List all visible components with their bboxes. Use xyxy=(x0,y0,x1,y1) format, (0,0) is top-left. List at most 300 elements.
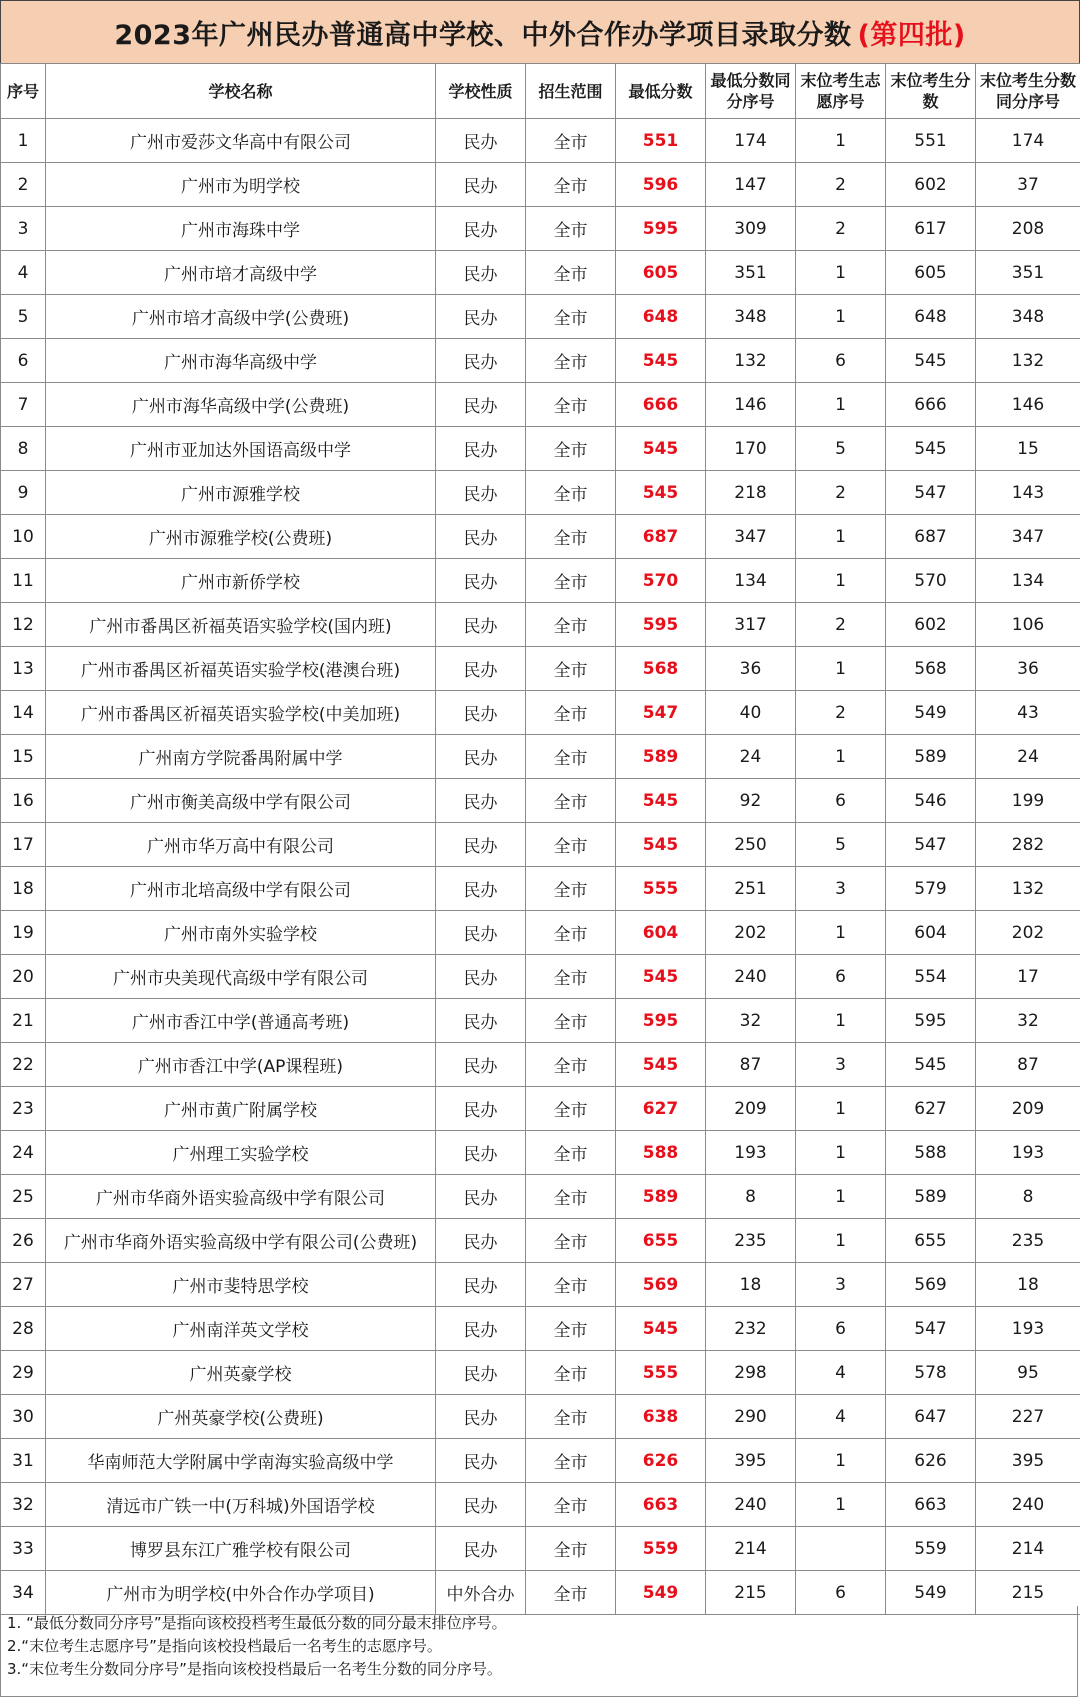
cell-min-rank: 317 xyxy=(706,603,796,647)
cell-school-name: 广州英豪学校 xyxy=(46,1351,436,1395)
cell-scope: 全市 xyxy=(526,559,616,603)
cell-last-score: 547 xyxy=(886,471,976,515)
cell-last-rank: 235 xyxy=(976,1219,1080,1263)
cell-scope: 全市 xyxy=(526,735,616,779)
cell-school-name: 广州市北培高级中学有限公司 xyxy=(46,867,436,911)
cell-last-rank: 348 xyxy=(976,295,1080,339)
cell-min-score: 627 xyxy=(616,1087,706,1131)
cell-last-score: 547 xyxy=(886,1307,976,1351)
cell-min-rank: 235 xyxy=(706,1219,796,1263)
table-row xyxy=(1,1395,1080,1439)
cell-school-name: 广州市爱莎文华高中有限公司 xyxy=(46,119,436,163)
cell-min-rank: 395 xyxy=(706,1439,796,1483)
cell-scope: 全市 xyxy=(526,1483,616,1527)
cell-scope: 全市 xyxy=(526,1351,616,1395)
cell-index: 31 xyxy=(1,1439,46,1483)
cell-last-score: 648 xyxy=(886,295,976,339)
cell-last-score: 559 xyxy=(886,1527,976,1571)
cell-last-rank: 32 xyxy=(976,999,1080,1043)
cell-min-rank: 92 xyxy=(706,779,796,823)
cell-min-rank: 87 xyxy=(706,1043,796,1087)
table-row xyxy=(1,119,1080,163)
cell-min-score: 595 xyxy=(616,603,706,647)
cell-school-name: 广州市番禺区祈福英语实验学校(国内班) xyxy=(46,603,436,647)
cell-index: 33 xyxy=(1,1527,46,1571)
table-row xyxy=(1,1307,1080,1351)
cell-min-score: 545 xyxy=(616,955,706,999)
cell-school-name: 广州市培才高级中学(公费班) xyxy=(46,295,436,339)
col-header-school: 学校名称 xyxy=(46,64,436,119)
cell-school-name: 广州市华商外语实验高级中学有限公司(公费班) xyxy=(46,1219,436,1263)
cell-min-rank: 40 xyxy=(706,691,796,735)
cell-scope: 全市 xyxy=(526,1527,616,1571)
cell-last-rank: 282 xyxy=(976,823,1080,867)
cell-index: 26 xyxy=(1,1219,46,1263)
cell-school-type: 民办 xyxy=(436,295,526,339)
title-batch: (第四批) xyxy=(857,19,966,51)
cell-school-name: 博罗县东江广雅学校有限公司 xyxy=(46,1527,436,1571)
cell-school-name: 广州市亚加达外国语高级中学 xyxy=(46,427,436,471)
cell-last-score: 627 xyxy=(886,1087,976,1131)
table-row xyxy=(1,295,1080,339)
cell-last-rank: 24 xyxy=(976,735,1080,779)
cell-index: 29 xyxy=(1,1351,46,1395)
cell-index: 18 xyxy=(1,867,46,911)
table-row xyxy=(1,163,1080,207)
cell-last-choice: 3 xyxy=(796,1263,886,1307)
cell-last-rank: 87 xyxy=(976,1043,1080,1087)
cell-last-choice: 6 xyxy=(796,1307,886,1351)
cell-min-rank: 215 xyxy=(706,1571,796,1615)
cell-min-score: 595 xyxy=(616,207,706,251)
cell-min-rank: 193 xyxy=(706,1131,796,1175)
cell-scope: 全市 xyxy=(526,1131,616,1175)
cell-index: 9 xyxy=(1,471,46,515)
cell-index: 27 xyxy=(1,1263,46,1307)
cell-last-score: 626 xyxy=(886,1439,976,1483)
cell-school-name: 广州市培才高级中学 xyxy=(46,251,436,295)
table-row xyxy=(1,1087,1080,1131)
cell-min-score: 638 xyxy=(616,1395,706,1439)
cell-last-score: 579 xyxy=(886,867,976,911)
cell-school-name: 广州市香江中学(AP课程班) xyxy=(46,1043,436,1087)
cell-school-name: 广州市源雅学校 xyxy=(46,471,436,515)
cell-index: 14 xyxy=(1,691,46,735)
cell-scope: 全市 xyxy=(526,691,616,735)
cell-last-rank: 202 xyxy=(976,911,1080,955)
cell-index: 8 xyxy=(1,427,46,471)
cell-school-name: 广州市番禺区祈福英语实验学校(港澳台班) xyxy=(46,647,436,691)
cell-last-choice: 2 xyxy=(796,163,886,207)
cell-scope: 全市 xyxy=(526,1395,616,1439)
cell-last-choice: 1 xyxy=(796,383,886,427)
cell-scope: 全市 xyxy=(526,471,616,515)
col-header-min-score: 最低分数 xyxy=(616,64,706,119)
cell-last-score: 549 xyxy=(886,691,976,735)
cell-last-choice: 1 xyxy=(796,1175,886,1219)
cell-school-name: 广州市番禺区祈福英语实验学校(中美加班) xyxy=(46,691,436,735)
cell-min-rank: 18 xyxy=(706,1263,796,1307)
table-row xyxy=(1,515,1080,559)
cell-scope: 全市 xyxy=(526,603,616,647)
cell-school-type: 民办 xyxy=(436,1307,526,1351)
cell-last-choice: 6 xyxy=(796,339,886,383)
cell-min-score: 545 xyxy=(616,823,706,867)
cell-min-score: 596 xyxy=(616,163,706,207)
cell-last-score: 589 xyxy=(886,735,976,779)
cell-min-rank: 174 xyxy=(706,119,796,163)
cell-last-rank: 143 xyxy=(976,471,1080,515)
col-header-last-score: 末位考生分数 xyxy=(886,64,976,119)
col-header-min-rank: 最低分数同分序号 xyxy=(706,64,796,119)
cell-last-choice: 2 xyxy=(796,471,886,515)
table-row xyxy=(1,691,1080,735)
cell-school-type: 民办 xyxy=(436,515,526,559)
cell-last-choice: 1 xyxy=(796,1087,886,1131)
cell-min-score: 589 xyxy=(616,1175,706,1219)
cell-school-type: 民办 xyxy=(436,867,526,911)
cell-index: 19 xyxy=(1,911,46,955)
cell-min-score: 589 xyxy=(616,735,706,779)
cell-min-rank: 250 xyxy=(706,823,796,867)
cell-last-rank: 146 xyxy=(976,383,1080,427)
cell-min-score: 568 xyxy=(616,647,706,691)
cell-last-score: 605 xyxy=(886,251,976,295)
cell-min-score: 570 xyxy=(616,559,706,603)
cell-scope: 全市 xyxy=(526,1307,616,1351)
cell-school-name: 广州市华商外语实验高级中学有限公司 xyxy=(46,1175,436,1219)
cell-school-type: 民办 xyxy=(436,1527,526,1571)
cell-last-score: 666 xyxy=(886,383,976,427)
cell-min-score: 545 xyxy=(616,339,706,383)
cell-min-score: 545 xyxy=(616,427,706,471)
cell-school-type: 民办 xyxy=(436,163,526,207)
cell-last-rank: 209 xyxy=(976,1087,1080,1131)
cell-min-score: 559 xyxy=(616,1527,706,1571)
cell-school-type: 民办 xyxy=(436,999,526,1043)
cell-last-rank: 208 xyxy=(976,207,1080,251)
cell-school-type: 民办 xyxy=(436,1175,526,1219)
cell-last-rank: 199 xyxy=(976,779,1080,823)
cell-last-choice: 1 xyxy=(796,1131,886,1175)
cell-last-choice: 1 xyxy=(796,1439,886,1483)
cell-index: 1 xyxy=(1,119,46,163)
cell-last-rank: 214 xyxy=(976,1527,1080,1571)
cell-school-name: 广州市华万高中有限公司 xyxy=(46,823,436,867)
cell-last-choice: 1 xyxy=(796,295,886,339)
cell-last-rank: 43 xyxy=(976,691,1080,735)
cell-min-score: 588 xyxy=(616,1131,706,1175)
cell-min-rank: 351 xyxy=(706,251,796,295)
cell-school-name: 华南师范大学附属中学南海实验高级中学 xyxy=(46,1439,436,1483)
cell-min-score: 648 xyxy=(616,295,706,339)
cell-school-type: 民办 xyxy=(436,119,526,163)
cell-school-type: 民办 xyxy=(436,691,526,735)
cell-min-score: 555 xyxy=(616,867,706,911)
cell-last-choice: 1 xyxy=(796,119,886,163)
cell-last-rank: 395 xyxy=(976,1439,1080,1483)
cell-min-rank: 134 xyxy=(706,559,796,603)
table-row xyxy=(1,779,1080,823)
cell-min-rank: 251 xyxy=(706,867,796,911)
cell-scope: 全市 xyxy=(526,1043,616,1087)
sheet-title xyxy=(0,0,1080,64)
cell-min-rank: 132 xyxy=(706,339,796,383)
cell-last-choice: 6 xyxy=(796,955,886,999)
cell-min-score: 545 xyxy=(616,1043,706,1087)
cell-min-rank: 290 xyxy=(706,1395,796,1439)
cell-last-rank: 8 xyxy=(976,1175,1080,1219)
cell-last-choice: 6 xyxy=(796,1571,886,1615)
cell-school-type: 民办 xyxy=(436,1087,526,1131)
cell-scope: 全市 xyxy=(526,779,616,823)
cell-school-type: 民办 xyxy=(436,823,526,867)
cell-school-name: 广州市为明学校 xyxy=(46,163,436,207)
cell-min-rank: 218 xyxy=(706,471,796,515)
table-row xyxy=(1,911,1080,955)
cell-scope: 全市 xyxy=(526,1571,616,1615)
cell-min-rank: 32 xyxy=(706,999,796,1043)
cell-school-type: 民办 xyxy=(436,1439,526,1483)
cell-last-rank: 36 xyxy=(976,647,1080,691)
cell-school-type: 民办 xyxy=(436,383,526,427)
cell-min-rank: 146 xyxy=(706,383,796,427)
cell-last-rank: 37 xyxy=(976,163,1080,207)
cell-last-rank: 347 xyxy=(976,515,1080,559)
cell-school-name: 广州市衡美高级中学有限公司 xyxy=(46,779,436,823)
table-row xyxy=(1,999,1080,1043)
table-row xyxy=(1,1219,1080,1263)
cell-school-type: 民办 xyxy=(436,251,526,295)
cell-last-score: 687 xyxy=(886,515,976,559)
cell-index: 13 xyxy=(1,647,46,691)
cell-index: 16 xyxy=(1,779,46,823)
cell-school-name: 广州理工实验学校 xyxy=(46,1131,436,1175)
cell-last-score: 545 xyxy=(886,339,976,383)
table-row xyxy=(1,1043,1080,1087)
cell-min-rank: 24 xyxy=(706,735,796,779)
cell-index: 25 xyxy=(1,1175,46,1219)
cell-school-type: 民办 xyxy=(436,1483,526,1527)
cell-min-score: 569 xyxy=(616,1263,706,1307)
cell-scope: 全市 xyxy=(526,911,616,955)
cell-min-score: 663 xyxy=(616,1483,706,1527)
cell-min-rank: 348 xyxy=(706,295,796,339)
cell-index: 10 xyxy=(1,515,46,559)
cell-last-choice xyxy=(796,1527,886,1571)
cell-last-choice: 1 xyxy=(796,911,886,955)
cell-school-type: 民办 xyxy=(436,559,526,603)
cell-last-score: 554 xyxy=(886,955,976,999)
cell-last-choice: 2 xyxy=(796,691,886,735)
cell-school-name: 广州市源雅学校(公费班) xyxy=(46,515,436,559)
cell-index: 23 xyxy=(1,1087,46,1131)
cell-min-rank: 347 xyxy=(706,515,796,559)
cell-index: 2 xyxy=(1,163,46,207)
cell-last-rank: 17 xyxy=(976,955,1080,999)
cell-last-rank: 132 xyxy=(976,339,1080,383)
cell-school-name: 广州南洋英文学校 xyxy=(46,1307,436,1351)
cell-last-choice: 2 xyxy=(796,603,886,647)
cell-min-score: 666 xyxy=(616,383,706,427)
table-row xyxy=(1,1439,1080,1483)
cell-min-rank: 147 xyxy=(706,163,796,207)
cell-last-choice: 1 xyxy=(796,647,886,691)
table-body xyxy=(1,119,1080,1615)
cell-last-rank: 15 xyxy=(976,427,1080,471)
col-header-scope: 招生范围 xyxy=(526,64,616,119)
cell-index: 7 xyxy=(1,383,46,427)
cell-last-rank: 351 xyxy=(976,251,1080,295)
cell-school-type: 民办 xyxy=(436,427,526,471)
title-main: 2023年广州民办普通高中学校、中外合作办学项目录取分数 xyxy=(114,19,852,51)
cell-min-score: 655 xyxy=(616,1219,706,1263)
cell-school-type: 民办 xyxy=(436,647,526,691)
cell-school-name: 广州市黄广附属学校 xyxy=(46,1087,436,1131)
cell-index: 24 xyxy=(1,1131,46,1175)
cell-last-rank: 193 xyxy=(976,1307,1080,1351)
cell-min-score: 545 xyxy=(616,779,706,823)
cell-school-type: 中外合办 xyxy=(436,1571,526,1615)
cell-last-rank: 174 xyxy=(976,119,1080,163)
cell-min-score: 605 xyxy=(616,251,706,295)
footnote-3: 3.“末位考生分数同分序号”是指向该校投档最后一名考生分数的同分序号。 xyxy=(7,1660,502,1678)
cell-scope: 全市 xyxy=(526,647,616,691)
cell-last-choice: 4 xyxy=(796,1351,886,1395)
cell-index: 3 xyxy=(1,207,46,251)
cell-school-type: 民办 xyxy=(436,955,526,999)
table-row xyxy=(1,1175,1080,1219)
cell-last-score: 602 xyxy=(886,603,976,647)
cell-school-type: 民办 xyxy=(436,1351,526,1395)
footnote-1: 1. “最低分数同分序号”是指向该校投档考生最低分数的同分最末排位序号。 xyxy=(7,1614,507,1632)
cell-school-name: 广州市央美现代高级中学有限公司 xyxy=(46,955,436,999)
cell-school-name: 广州市香江中学(普通高考班) xyxy=(46,999,436,1043)
cell-last-score: 547 xyxy=(886,823,976,867)
cell-school-type: 民办 xyxy=(436,779,526,823)
cell-last-score: 602 xyxy=(886,163,976,207)
cell-scope: 全市 xyxy=(526,207,616,251)
cell-min-score: 595 xyxy=(616,999,706,1043)
cell-min-rank: 309 xyxy=(706,207,796,251)
cell-last-choice: 1 xyxy=(796,1483,886,1527)
table-row xyxy=(1,735,1080,779)
cell-school-name: 广州市海珠中学 xyxy=(46,207,436,251)
cell-min-rank: 8 xyxy=(706,1175,796,1219)
cell-last-rank: 240 xyxy=(976,1483,1080,1527)
footnote-2: 2.“末位考生志愿序号”是指向该校投档最后一名考生的志愿序号。 xyxy=(7,1637,442,1655)
cell-last-choice: 1 xyxy=(796,559,886,603)
cell-last-rank: 132 xyxy=(976,867,1080,911)
cell-min-rank: 214 xyxy=(706,1527,796,1571)
cell-index: 34 xyxy=(1,1571,46,1615)
cell-school-type: 民办 xyxy=(436,735,526,779)
table-row xyxy=(1,383,1080,427)
cell-last-choice: 3 xyxy=(796,867,886,911)
cell-last-score: 655 xyxy=(886,1219,976,1263)
table-row xyxy=(1,1527,1080,1571)
cell-last-score: 647 xyxy=(886,1395,976,1439)
cell-last-score: 570 xyxy=(886,559,976,603)
cell-min-score: 626 xyxy=(616,1439,706,1483)
table-row xyxy=(1,251,1080,295)
cell-scope: 全市 xyxy=(526,867,616,911)
cell-min-rank: 209 xyxy=(706,1087,796,1131)
cell-last-choice: 4 xyxy=(796,1395,886,1439)
cell-school-type: 民办 xyxy=(436,207,526,251)
cell-last-rank: 18 xyxy=(976,1263,1080,1307)
cell-index: 20 xyxy=(1,955,46,999)
cell-school-type: 民办 xyxy=(436,911,526,955)
cell-scope: 全市 xyxy=(526,515,616,559)
cell-min-rank: 36 xyxy=(706,647,796,691)
cell-school-name: 广州南方学院番禺附属中学 xyxy=(46,735,436,779)
cell-last-score: 663 xyxy=(886,1483,976,1527)
cell-min-score: 545 xyxy=(616,471,706,515)
cell-last-choice: 5 xyxy=(796,427,886,471)
cell-school-name: 清远市广铁一中(万科城)外国语学校 xyxy=(46,1483,436,1527)
cell-scope: 全市 xyxy=(526,339,616,383)
cell-min-score: 551 xyxy=(616,119,706,163)
cell-scope: 全市 xyxy=(526,1087,616,1131)
cell-index: 6 xyxy=(1,339,46,383)
cell-scope: 全市 xyxy=(526,383,616,427)
table-row xyxy=(1,647,1080,691)
cell-last-score: 545 xyxy=(886,427,976,471)
table-row xyxy=(1,955,1080,999)
cell-last-choice: 5 xyxy=(796,823,886,867)
cell-school-type: 民办 xyxy=(436,1395,526,1439)
cell-school-type: 民办 xyxy=(436,1219,526,1263)
cell-school-type: 民办 xyxy=(436,339,526,383)
cell-last-score: 549 xyxy=(886,1571,976,1615)
table-row xyxy=(1,559,1080,603)
cell-index: 5 xyxy=(1,295,46,339)
table-row xyxy=(1,603,1080,647)
cell-index: 21 xyxy=(1,999,46,1043)
col-header-last-rank: 末位考生分数同分序号 xyxy=(976,64,1080,119)
cell-index: 11 xyxy=(1,559,46,603)
col-header-index: 序号 xyxy=(1,64,46,119)
table-row xyxy=(1,471,1080,515)
cell-last-score: 569 xyxy=(886,1263,976,1307)
cell-min-rank: 202 xyxy=(706,911,796,955)
table-row xyxy=(1,1483,1080,1527)
cell-last-score: 588 xyxy=(886,1131,976,1175)
table-row xyxy=(1,207,1080,251)
cell-scope: 全市 xyxy=(526,251,616,295)
cell-last-choice: 1 xyxy=(796,735,886,779)
cell-last-choice: 6 xyxy=(796,779,886,823)
cell-school-name: 广州市新侨学校 xyxy=(46,559,436,603)
cell-last-choice: 1 xyxy=(796,999,886,1043)
cell-last-rank: 134 xyxy=(976,559,1080,603)
cell-scope: 全市 xyxy=(526,823,616,867)
cell-index: 17 xyxy=(1,823,46,867)
cell-school-type: 民办 xyxy=(436,1131,526,1175)
cell-school-name: 广州市海华高级中学(公费班) xyxy=(46,383,436,427)
cell-index: 15 xyxy=(1,735,46,779)
cell-last-choice: 1 xyxy=(796,251,886,295)
col-header-last-choice: 末位考生志愿序号 xyxy=(796,64,886,119)
cell-scope: 全市 xyxy=(526,999,616,1043)
cell-index: 32 xyxy=(1,1483,46,1527)
cell-school-name: 广州市斐特思学校 xyxy=(46,1263,436,1307)
cell-last-score: 546 xyxy=(886,779,976,823)
cell-min-score: 545 xyxy=(616,1307,706,1351)
table-row xyxy=(1,427,1080,471)
cell-last-score: 595 xyxy=(886,999,976,1043)
